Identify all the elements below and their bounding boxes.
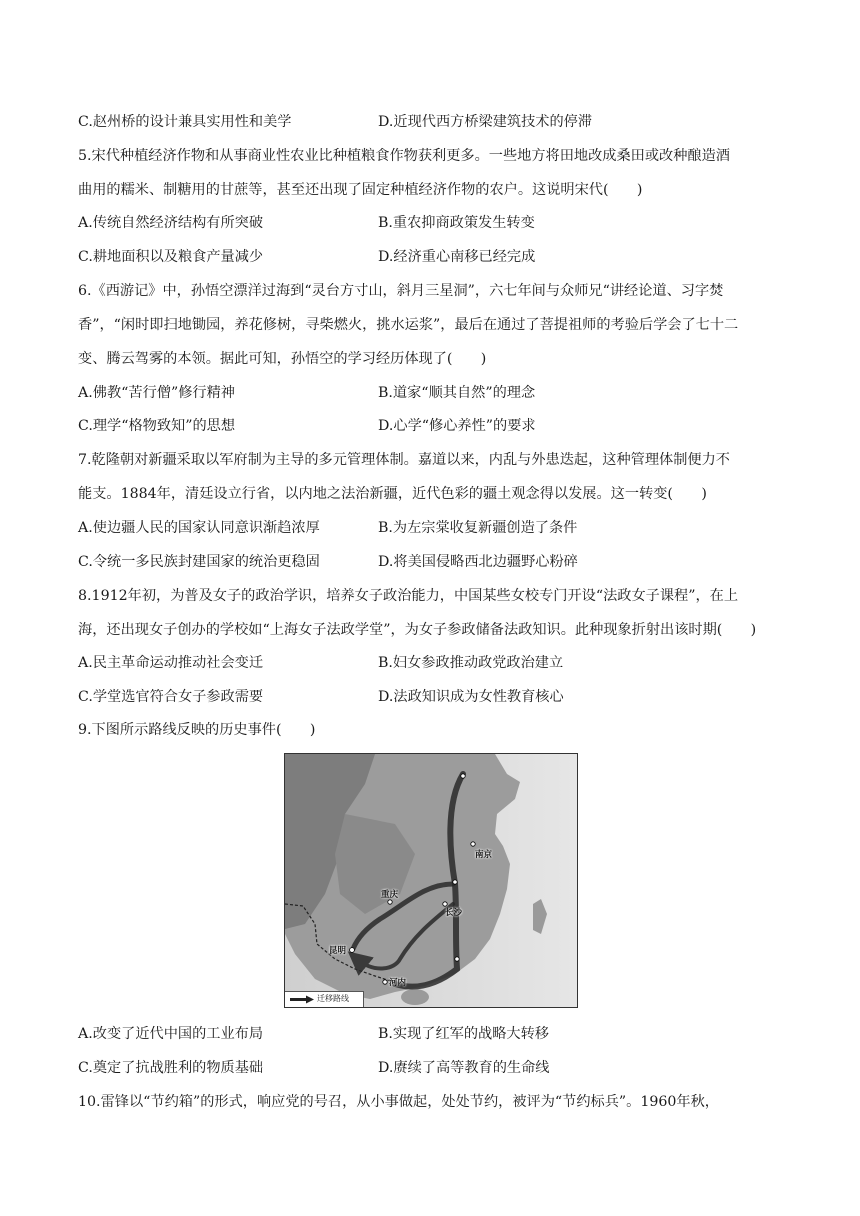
q6-option-a: A.佛教“苦行僧”修行精神 [78,385,235,401]
q8-option-d: D.法政知识成为女性教育核心 [378,689,564,705]
q8-stem-line1: 8.1912年初，为普及女子的政治学识，培养女子政治能力，中国某些女校专门开设“法政女子课程”，在上 [78,588,739,604]
q6-option-b: B.道家“顺其自然”的理念 [378,385,536,401]
city-dot-changsha [443,902,447,906]
city-dot-nanjing [471,842,475,846]
city-dot-chongqing [388,900,392,904]
q5-stem-line1: 5.宋代种植经济作物和从事商业性农业比种植粮食作物获利更多。一些地方将田地改成桑田或改种酿造酒 [78,148,730,164]
q5-option-d: D.经济重心南移已经完成 [378,249,536,265]
q6-option-d: D.心学“修心养性”的要求 [378,418,536,434]
map-label-changsha: 长沙 [445,908,463,918]
legend-arrow-icon [287,992,317,1007]
city-dot-hanoi [383,980,387,984]
q7-option-d: D.将美国侵略西北边疆野心粉碎 [378,554,578,570]
q7-stem-line1: 7.乾隆朝对新疆采取以军府制为主导的多元管理体制。嘉道以来，内乱与外患迭起，这种管理体制便力不 [78,452,730,468]
q8-option-b: B.妇女参政推动政党政治建立 [378,655,564,671]
q6-stem-line2: 香”，“闲时即扫地锄园，养花修树，寻柴燃火，挑水运浆”，最后在通过了菩提祖师的考验后学会了七十二 [78,317,739,333]
city-dot-wuhan [453,880,457,884]
map-legend [285,991,364,1007]
q4-option-c: C.赵州桥的设计兼具实用性和美学 [78,114,292,130]
q8-option-c: C.学堂选官符合女子参政需要 [78,689,264,705]
hainan-island [401,989,429,1005]
q5-stem-line2: 曲用的糯米、制糖用的甘蔗等，甚至还出现了固定种植经济作物的农户。这说明宋代( ) [78,182,643,198]
q4-option-d: D.近现代西方桥梁建筑技术的停滞 [378,114,593,130]
legend-label: 迁移路线 [317,994,349,1003]
q10-stem-line1: 10.雷锋以“节约箱”的形式，响应党的号召，从小事做起，处处节约，被评为“节约标兵”。1960年秋， [78,1094,719,1110]
q8-stem-line2: 海，还出现女子创办的学校如“上海女子法政学堂”，为女子参政储备法政知识。此种现象折射出该时期( ) [78,622,757,638]
q7-option-b: B.为左宗棠收复新疆创造了条件 [378,520,578,536]
q5-option-b: B.重农抑商政策发生转变 [378,215,535,231]
map-label-nanjing: 南京 [475,850,493,860]
q9-option-c: C.奠定了抗战胜利的物质基础 [78,1060,264,1076]
city-dot-kunming [350,948,355,953]
map-label-hanoi: 河内 [389,978,407,988]
q9-stem-line1: 9.下图所示路线反映的历史事件( ) [78,722,316,738]
map-label-kunming: 昆明 [329,946,347,956]
migration-route-map [284,753,578,1008]
q6-stem-line3: 变、腾云驾雾的本领。据此可知，孙悟空的学习经历体现了( ) [78,351,487,367]
q6-option-c: C.理学“格物致知”的思想 [78,418,236,434]
q7-option-a: A.使边疆人民的国家认同意识渐趋浓厚 [78,520,320,536]
map-label-chongqing: 重庆 [381,890,399,900]
q9-option-a: A.改变了近代中国的工业布局 [78,1026,264,1042]
city-dot-guangzhou [455,957,459,961]
q5-option-c: C.耕地面积以及粮食产量减少 [78,249,264,265]
q9-option-b: B.实现了红军的战略大转移 [378,1026,549,1042]
q6-stem-line1: 6.《西游记》中，孙悟空漂洋过海到“灵台方寸山，斜月三星洞”，六七年间与众师兄“讲经论道、习字焚 [78,283,724,299]
q9-option-d: D.赓续了高等教育的生命线 [378,1060,550,1076]
q7-stem-line2: 能支。1884年，清廷设立行省，以内地之法治新疆，近代色彩的疆土观念得以发展。这一转变( ) [78,486,707,502]
map-graphic [285,754,577,1007]
city-dot-beiping [461,774,465,778]
q8-option-a: A.民主革命运动推动社会变迁 [78,655,264,671]
q7-option-c: C.令统一多民族封建国家的统治更稳固 [78,554,320,570]
q5-option-a: A.传统自然经济结构有所突破 [78,215,264,231]
